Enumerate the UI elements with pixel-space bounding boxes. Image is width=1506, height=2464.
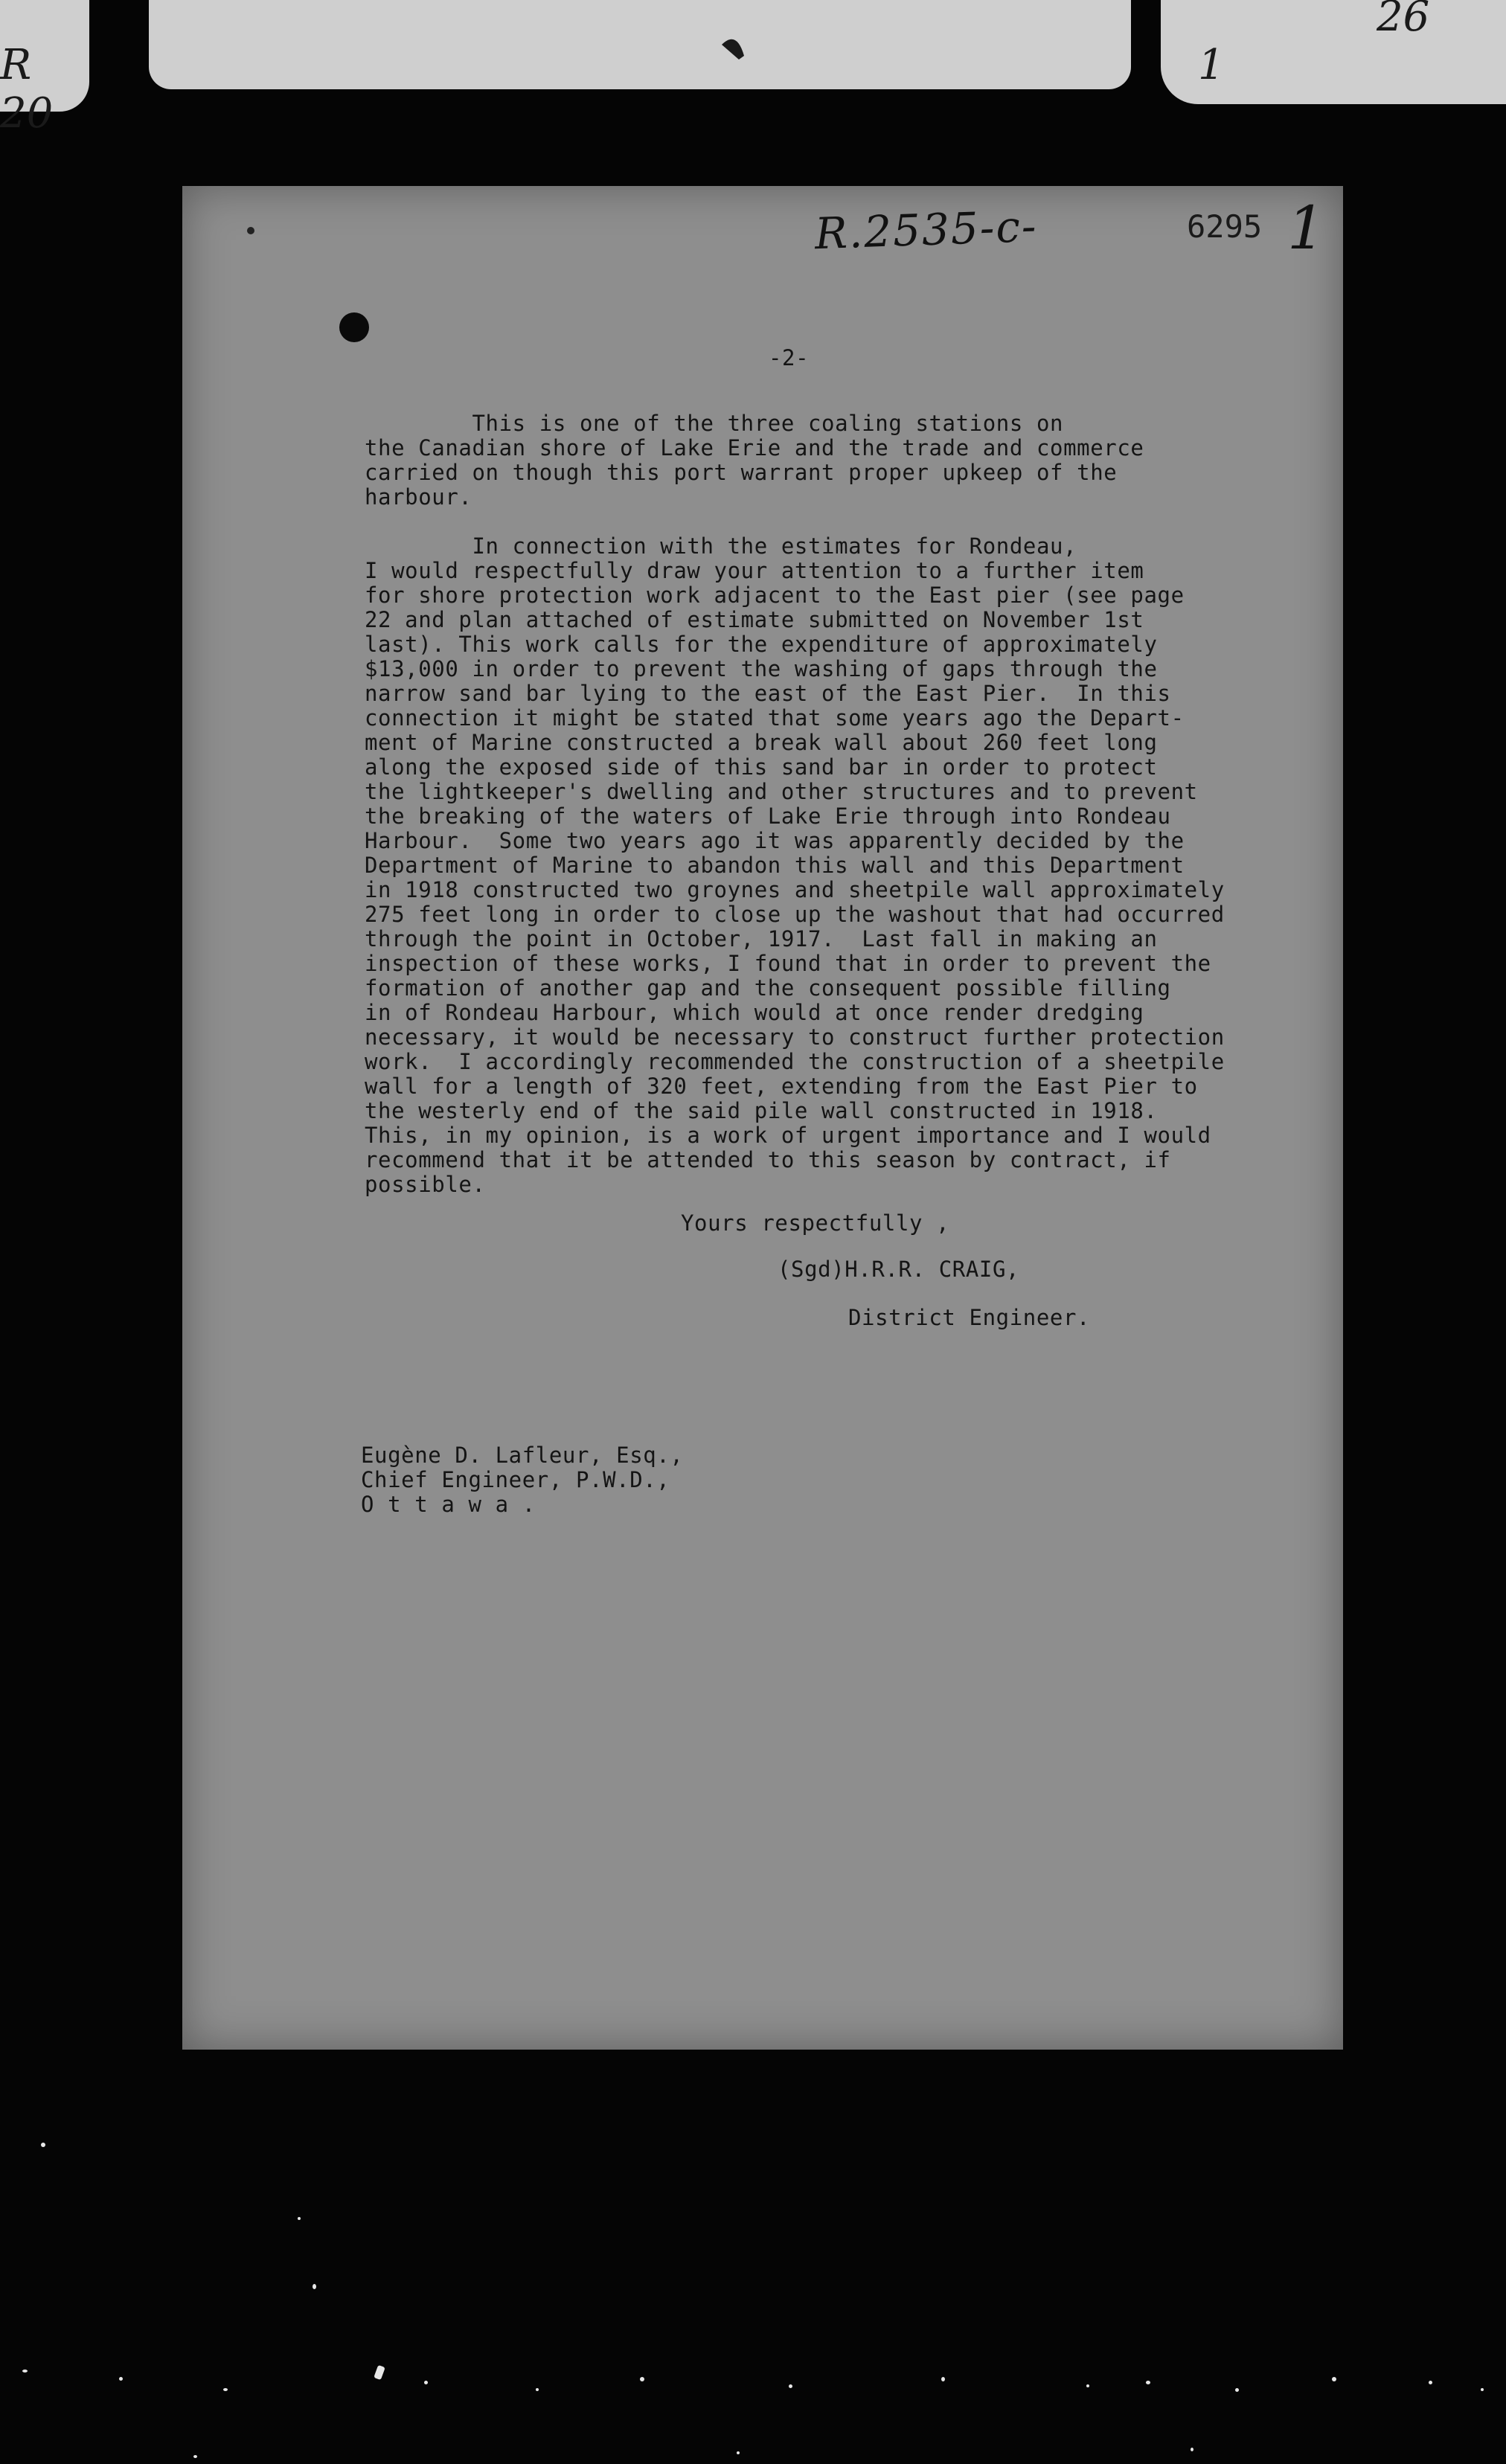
document-page: [182, 186, 1343, 2050]
paragraph-coaling-stations: This is one of the three coaling stations on the Canadian shore of Lake Erie and the trade and commerce carried on though this port warrant proper upkeep of the harbour.: [365, 411, 1144, 510]
fragment-mark-right-2: 1: [1198, 41, 1225, 89]
handwritten-tick: 1: [1287, 193, 1325, 263]
page-number: -2-: [769, 345, 810, 370]
signer-title: District Engineer.: [848, 1305, 1091, 1330]
dust-speck: [247, 227, 254, 234]
addressee-block: Eugène D. Lafleur, Esq., Chief Engineer, P.W.D., O t t a w a .: [361, 1443, 684, 1517]
fragment-mark-right: 26: [1377, 0, 1430, 41]
paragraph-rondeau-estimates: In connection with the estimates for Rondeau, I would respectfully draw your attention to a further item for shore protection work adjacent to the East pier (see page 22 and plan attached of estimate submitted on November 1st last). This work calls for the expenditure of approximately $13,000 in order to prevent the washing of gaps through the narrow sand bar lying to the east of the East Pier. In this connection it might be stated that some years ago the Depart- ment of Marine constructed a break wall about 260 feet long along the exposed side of this sand bar in order to protect the lightkeeper's dwelling and other structures and to prevent the breaking of the waters of Lake Erie through into Rondeau Harbour. Some two years ago it was apparently decided by the Department of Marine to abandon this wall and this Department in 1918 constructed two groynes and sheetpile wall approximately 275 feet long in order to close up the washout that had occurred through the point in October, 1917. Last fall in making an inspection of these works, I found that in order to prevent the formation of another gap and the consequent possible filling in of Rondeau Harbour, which would at once render dredging necessary, it would be necessary to construct further protection work. I accordingly recommended the construction of a sheetpile wall for a length of 320 feet, extending from the East Pier to the westerly end of the said pile wall constructed in 1918. This, in my opinion, is a work of urgent importance and I would recommend that it be attended to this season by contract, if possible.: [365, 533, 1225, 1197]
fragment-mark-shape: [149, 0, 1131, 89]
film-fragment-middle: [149, 0, 1131, 89]
film-fragment-left: [0, 0, 89, 138]
signature-line: (Sgd)H.R.R. CRAIG,: [778, 1257, 1020, 1282]
closing-salutation: Yours respectfully ,: [681, 1210, 950, 1236]
punch-hole: [339, 312, 369, 342]
reference-stamp-number: 6295: [1187, 208, 1263, 245]
fragment-mark-left: R 20: [0, 41, 54, 138]
film-fragment-right: [1161, 0, 1506, 104]
handwritten-reference: R.2535-c-: [813, 200, 1039, 260]
